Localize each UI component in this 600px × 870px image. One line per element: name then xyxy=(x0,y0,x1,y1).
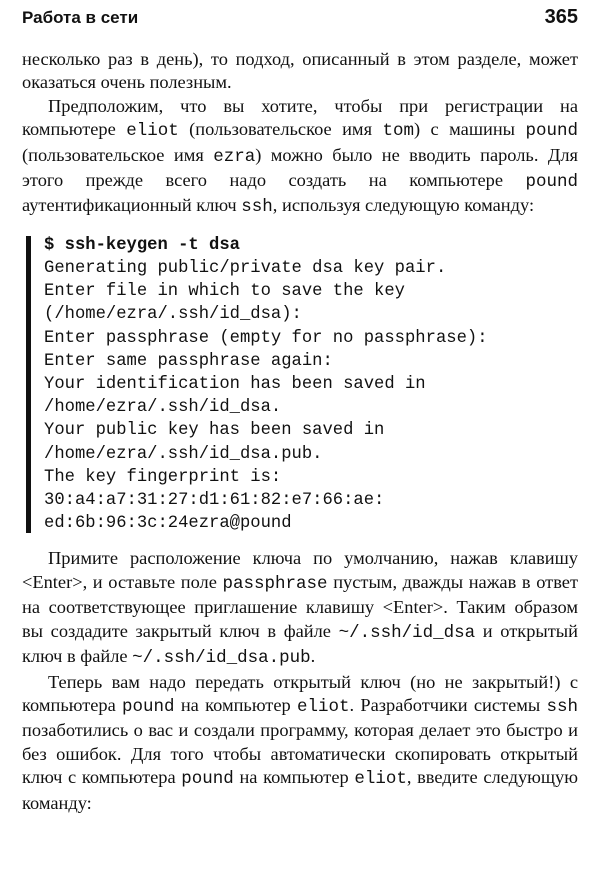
code-line: The key fingerprint is: xyxy=(44,467,282,487)
inline-code: passphrase xyxy=(222,573,328,594)
text-run: , введите следующую команду: xyxy=(22,767,578,813)
paragraph-1: несколько раз в день), то подход, описанный в этом разделе, может оказаться очень полезным. xyxy=(22,49,578,93)
text-run: . xyxy=(310,646,316,667)
text-run: Теперь вам надо передать открытый ключ (но не закрытый!) с компьютера xyxy=(22,671,578,715)
code-line: Your identification has been saved in xyxy=(44,375,426,395)
inline-code: pound xyxy=(181,769,234,790)
paragraph-2 xyxy=(22,95,578,220)
code-line: Enter file in which to save the key xyxy=(44,282,405,302)
text-run: позаботились о вас и создали программу, которая делает это быстро и без ошибок. Для того чтобы автоматически скопировать открытый ключ с компьютера xyxy=(22,720,578,788)
code-line: Enter passphrase (empty for no passphrase): xyxy=(44,328,488,348)
code-line: Enter same passphrase again: xyxy=(44,351,333,371)
inline-code: ~/.ssh/id_dsa xyxy=(338,622,476,643)
inline-code: pound xyxy=(525,172,578,193)
code-line: Generating public/private dsa key pair. xyxy=(44,259,447,279)
text-run: на компьютер xyxy=(174,694,297,715)
inline-code: eliot xyxy=(354,769,407,790)
inline-code: ssh xyxy=(241,197,273,218)
text-run: . Разработчики системы xyxy=(349,694,547,715)
text-run: на компьютер xyxy=(233,767,355,788)
text-run: аутентификационный ключ xyxy=(22,195,242,216)
code-block-bar xyxy=(26,236,31,534)
text-run: и открытый ключ в файле xyxy=(22,620,579,667)
text-run: ) можно было не вводить пароль. Для этого прежде всего надо создать на компьютере xyxy=(22,144,578,191)
text-run: Примите расположение ключа по умолчанию, нажав клавишу <Enter>, и оставьте поле xyxy=(22,548,578,592)
page-header xyxy=(22,6,578,34)
text-run: (пользовательское имя xyxy=(22,144,214,165)
text-run: , используя следующую команду: xyxy=(272,195,535,216)
code-line: /home/ezra/.ssh/id_dsa.pub. xyxy=(44,444,323,464)
code-line: 30:a4:a7:31:27:d1:61:82:e7:66:ae: xyxy=(44,491,385,511)
text-run: ) с машины xyxy=(413,119,526,140)
page-number: 365 xyxy=(544,6,578,28)
inline-code: pound xyxy=(525,121,578,142)
code-line: $ ssh-keygen -t dsa xyxy=(44,235,240,255)
text-run: Предположим, что вы хотите, чтобы при регистрации на компьютере xyxy=(22,95,578,140)
inline-code: eliot xyxy=(126,121,179,142)
text-run: (пользовательское имя xyxy=(178,119,383,140)
code-block xyxy=(22,234,578,536)
chapter-title: Работа в сети xyxy=(22,8,139,27)
paragraph-4 xyxy=(22,671,578,815)
inline-code: ~/.ssh/id_dsa.pub xyxy=(132,648,311,669)
inline-code: ssh xyxy=(546,696,579,717)
inline-code: tom xyxy=(382,121,414,142)
inline-code: eliot xyxy=(296,696,350,717)
book-page xyxy=(22,6,578,815)
text-run: пустым, дважды нажав в ответ на соответствующее приглашение клавишу <Enter>. Таким образом вы создадите закрытый ключ в файле xyxy=(22,571,578,641)
code-line: (/home/ezra/.ssh/id_dsa): xyxy=(44,305,302,325)
inline-code: pound xyxy=(122,696,175,717)
code-line: ed:6b:96:3c:24ezra@pound xyxy=(44,514,292,534)
paragraph-3 xyxy=(22,547,578,670)
code-line: /home/ezra/.ssh/id_dsa. xyxy=(44,398,282,418)
code-line: Your public key has been saved in xyxy=(44,421,385,441)
inline-code: ezra xyxy=(213,146,256,167)
